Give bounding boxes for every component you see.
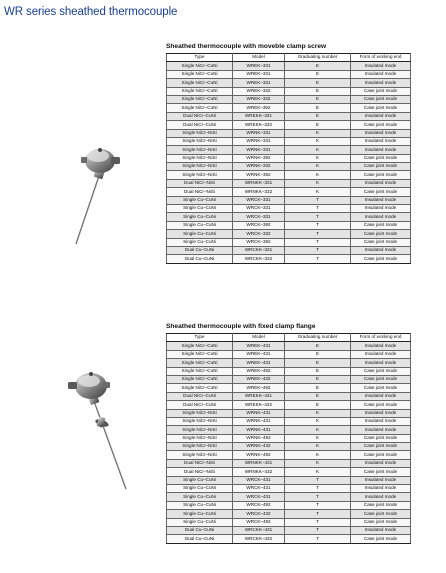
cell-type: Dual NiCr–CuNi — [167, 401, 233, 409]
cell-model: WRCK–331 — [233, 196, 285, 204]
cell-type: Dual NiCr–NiSi — [167, 188, 233, 196]
cell-type: Single NiCr–NiSi — [167, 154, 233, 162]
cell-model: WREKK–431 — [233, 392, 285, 400]
cell-type: Dual NiCr–NiSi — [167, 179, 233, 187]
cell-type: Single Cu–CuNi — [167, 485, 233, 493]
cell-model: WREK–492 — [233, 384, 285, 392]
table-row — [167, 367, 411, 375]
table-row — [167, 493, 411, 501]
cell-graduating-number: T — [285, 510, 351, 518]
cell-working-end: Case joint mode — [351, 255, 411, 263]
cell-model: WRCK–431 — [233, 493, 285, 501]
table-row — [167, 179, 411, 187]
cell-working-end: Case joint mode — [351, 384, 411, 392]
cell-model: WRCK–492 — [233, 518, 285, 526]
column-header-type: Type — [167, 334, 233, 342]
table-row — [167, 70, 411, 78]
cell-graduating-number: T — [285, 213, 351, 221]
cell-graduating-number: K — [285, 129, 351, 137]
section-title-clamp-flange: Sheathed thermocouple with fixed clamp flange — [166, 323, 316, 330]
cell-working-end: Case joint mode — [351, 468, 411, 476]
cell-working-end: Case joint mode — [351, 434, 411, 442]
cell-model: WRNK–392 — [233, 171, 285, 179]
cell-type: Single NiCr–NiSi — [167, 451, 233, 459]
cell-graduating-number: K — [285, 146, 351, 154]
table-row — [167, 518, 411, 526]
cell-model: WRCKK–331 — [233, 246, 285, 254]
cell-model: WRCK–331 — [233, 205, 285, 213]
cell-working-end: Insulated mode — [351, 485, 411, 493]
table-row — [167, 196, 411, 204]
cell-graduating-number: T — [285, 476, 351, 484]
cell-model: WRNKK–431 — [233, 459, 285, 467]
cell-type: Single NiCr–CuNi — [167, 70, 233, 78]
cell-graduating-number: T — [285, 255, 351, 263]
cell-graduating-number: E — [285, 375, 351, 383]
cell-type: Dual Cu–CuNi — [167, 526, 233, 534]
cell-model: WREKK–432 — [233, 401, 285, 409]
cell-model: WRCK–392 — [233, 238, 285, 246]
column-header-graduating-number: Graduating number — [285, 54, 351, 62]
table-row — [167, 95, 411, 103]
cell-working-end: Case joint mode — [351, 510, 411, 518]
cell-model: WREK–331 — [233, 70, 285, 78]
table-row — [167, 359, 411, 367]
table-row — [167, 384, 411, 392]
cell-graduating-number: K — [285, 179, 351, 187]
table-row — [167, 230, 411, 238]
cell-type: Single NiCr–NiSi — [167, 409, 233, 417]
cell-working-end: Insulated mode — [351, 129, 411, 137]
cell-working-end: Insulated mode — [351, 350, 411, 358]
cell-type: Single NiCr–NiSi — [167, 137, 233, 145]
table-row — [167, 459, 411, 467]
table-row — [167, 342, 411, 350]
cell-working-end: Insulated mode — [351, 213, 411, 221]
cell-type: Dual Cu–CuNi — [167, 255, 233, 263]
cell-working-end: Case joint mode — [351, 535, 411, 543]
cell-type: Single Cu–CuNi — [167, 510, 233, 518]
cell-graduating-number: K — [285, 426, 351, 434]
cell-type: Single NiCr–CuNi — [167, 104, 233, 112]
column-header-graduating-number: Graduating number — [285, 334, 351, 342]
cell-graduating-number: K — [285, 171, 351, 179]
cell-working-end: Case joint mode — [351, 401, 411, 409]
cell-type: Single NiCr–NiSi — [167, 171, 233, 179]
column-header-working-end: Form of working end — [351, 54, 411, 62]
cell-type: Single NiCr–CuNi — [167, 342, 233, 350]
page-title: WR series sheathed thermocouple — [4, 6, 178, 18]
table-row — [167, 246, 411, 254]
cell-graduating-number: T — [285, 205, 351, 213]
table-row — [167, 79, 411, 87]
cell-working-end: Case joint mode — [351, 163, 411, 171]
cell-type: Single NiCr–CuNi — [167, 350, 233, 358]
cell-working-end: Case joint mode — [351, 443, 411, 451]
cell-working-end: Case joint mode — [351, 188, 411, 196]
cell-working-end: Case joint mode — [351, 230, 411, 238]
section-title-clamp-screw: Sheathed thermocouple with moveble clamp screw — [166, 43, 327, 50]
cell-model: WREK–492 — [233, 367, 285, 375]
table-row — [167, 112, 411, 120]
cell-type: Dual Cu–CuNi — [167, 246, 233, 254]
cell-type: Single Cu–CuNi — [167, 196, 233, 204]
cell-graduating-number: K — [285, 459, 351, 467]
cell-type: Single Cu–CuNi — [167, 518, 233, 526]
cell-type: Single NiCr–NiSi — [167, 426, 233, 434]
cell-working-end: Insulated mode — [351, 392, 411, 400]
table-row — [167, 255, 411, 263]
cell-working-end: Insulated mode — [351, 196, 411, 204]
cell-working-end: Insulated mode — [351, 459, 411, 467]
cell-working-end: Case joint mode — [351, 238, 411, 246]
table-row — [167, 526, 411, 534]
table-row — [167, 137, 411, 145]
table-row — [167, 163, 411, 171]
cell-model: WRCK–392 — [233, 221, 285, 229]
cell-working-end: Insulated mode — [351, 79, 411, 87]
cell-graduating-number: T — [285, 246, 351, 254]
cell-graduating-number: T — [285, 501, 351, 509]
cell-type: Single NiCr–NiSi — [167, 434, 233, 442]
cell-model: WREK–331 — [233, 62, 285, 70]
cell-model: WREK–431 — [233, 359, 285, 367]
cell-working-end: Insulated mode — [351, 476, 411, 484]
table-row — [167, 485, 411, 493]
cell-graduating-number: E — [285, 112, 351, 120]
cell-graduating-number: E — [285, 359, 351, 367]
table-row — [167, 401, 411, 409]
cell-graduating-number: K — [285, 434, 351, 442]
table-row — [167, 434, 411, 442]
cell-type: Dual NiCr–NiSi — [167, 459, 233, 467]
table-row — [167, 501, 411, 509]
cell-type: Single NiCr–CuNi — [167, 359, 233, 367]
table-row — [167, 221, 411, 229]
cell-graduating-number: K — [285, 163, 351, 171]
cell-type: Single NiCr–NiSi — [167, 146, 233, 154]
table-row — [167, 476, 411, 484]
cell-working-end: Insulated mode — [351, 426, 411, 434]
cell-working-end: Insulated mode — [351, 493, 411, 501]
cell-graduating-number: K — [285, 468, 351, 476]
cell-working-end: Case joint mode — [351, 171, 411, 179]
cell-type: Single NiCr–NiSi — [167, 163, 233, 171]
table-row — [167, 535, 411, 543]
cell-graduating-number: E — [285, 342, 351, 350]
cell-model: WRNK–392 — [233, 154, 285, 162]
cell-model: WREK–332 — [233, 95, 285, 103]
cell-graduating-number: T — [285, 493, 351, 501]
cell-type: Single NiCr–NiSi — [167, 417, 233, 425]
clamp-flange-table — [166, 333, 411, 544]
cell-type: Single NiCr–CuNi — [167, 375, 233, 383]
cell-graduating-number: E — [285, 384, 351, 392]
cell-model: WREK–332 — [233, 87, 285, 95]
cell-model: WRNK–331 — [233, 146, 285, 154]
cell-type: Single NiCr–CuNi — [167, 95, 233, 103]
cell-graduating-number: K — [285, 443, 351, 451]
cell-graduating-number: E — [285, 367, 351, 375]
cell-working-end: Insulated mode — [351, 112, 411, 120]
cell-model: WRNKK–331 — [233, 179, 285, 187]
cell-working-end: Insulated mode — [351, 417, 411, 425]
cell-working-end: Case joint mode — [351, 375, 411, 383]
cell-working-end: Insulated mode — [351, 526, 411, 534]
cell-model: WRNK–332 — [233, 163, 285, 171]
table-row — [167, 392, 411, 400]
table-row — [167, 443, 411, 451]
cell-working-end: Insulated mode — [351, 137, 411, 145]
cell-type: Single NiCr–CuNi — [167, 367, 233, 375]
cell-graduating-number: K — [285, 137, 351, 145]
column-header-working-end: Form of working end — [351, 334, 411, 342]
cell-type: Single Cu–CuNi — [167, 238, 233, 246]
cell-graduating-number: K — [285, 188, 351, 196]
cell-graduating-number: E — [285, 104, 351, 112]
cell-type: Single Cu–CuNi — [167, 205, 233, 213]
cell-model: WRCK–332 — [233, 230, 285, 238]
cell-model: WRCK–432 — [233, 510, 285, 518]
column-header-model: Model — [233, 54, 285, 62]
cell-model: WRNK–431 — [233, 417, 285, 425]
cell-graduating-number: K — [285, 409, 351, 417]
cell-working-end: Insulated mode — [351, 146, 411, 154]
cell-model: WREK–432 — [233, 375, 285, 383]
cell-model: WRCK–331 — [233, 213, 285, 221]
cell-model: WRCK–431 — [233, 476, 285, 484]
table-row — [167, 426, 411, 434]
cell-type: Dual NiCr–NiSi — [167, 468, 233, 476]
cell-model: WRCK–431 — [233, 485, 285, 493]
table-row — [167, 468, 411, 476]
cell-graduating-number: T — [285, 221, 351, 229]
cell-working-end: Case joint mode — [351, 451, 411, 459]
cell-model: WRNKK–332 — [233, 188, 285, 196]
cell-model: WREK–392 — [233, 104, 285, 112]
table-row — [167, 171, 411, 179]
table-row — [167, 104, 411, 112]
cell-working-end: Case joint mode — [351, 221, 411, 229]
cell-model: WRNKK–432 — [233, 468, 285, 476]
cell-working-end: Insulated mode — [351, 179, 411, 187]
cell-graduating-number: T — [285, 238, 351, 246]
cell-type: Single Cu–CuNi — [167, 213, 233, 221]
table-row — [167, 129, 411, 137]
cell-graduating-number: E — [285, 392, 351, 400]
cell-graduating-number: E — [285, 62, 351, 70]
cell-working-end: Insulated mode — [351, 409, 411, 417]
cell-graduating-number: T — [285, 485, 351, 493]
table-row — [167, 154, 411, 162]
cell-working-end: Case joint mode — [351, 518, 411, 526]
table-row — [167, 417, 411, 425]
table-row — [167, 87, 411, 95]
column-header-type: Type — [167, 54, 233, 62]
cell-graduating-number: E — [285, 121, 351, 129]
cell-graduating-number: T — [285, 535, 351, 543]
table-row — [167, 62, 411, 70]
cell-working-end: Insulated mode — [351, 246, 411, 254]
table-row — [167, 188, 411, 196]
cell-type: Single NiCr–CuNi — [167, 62, 233, 70]
table-row — [167, 375, 411, 383]
cell-graduating-number: E — [285, 70, 351, 78]
thermocouple-clamp-screw-image — [70, 143, 126, 247]
cell-working-end: Insulated mode — [351, 359, 411, 367]
cell-graduating-number: E — [285, 95, 351, 103]
cell-model: WRCKK–432 — [233, 535, 285, 543]
cell-model: WRNK–431 — [233, 426, 285, 434]
cell-graduating-number: E — [285, 350, 351, 358]
cell-working-end: Case joint mode — [351, 104, 411, 112]
cell-model: WRNK–331 — [233, 137, 285, 145]
cell-graduating-number: K — [285, 451, 351, 459]
cell-type: Single NiCr–CuNi — [167, 384, 233, 392]
cell-model: WRCKK–332 — [233, 255, 285, 263]
cell-graduating-number: E — [285, 401, 351, 409]
cell-graduating-number: K — [285, 154, 351, 162]
cell-model: WRCKK–431 — [233, 526, 285, 534]
cell-working-end: Insulated mode — [351, 205, 411, 213]
cell-type: Single Cu–CuNi — [167, 493, 233, 501]
cell-working-end: Insulated mode — [351, 70, 411, 78]
cell-type: Single NiCr–NiSi — [167, 129, 233, 137]
cell-model: WREKK–332 — [233, 121, 285, 129]
table-row — [167, 146, 411, 154]
cell-graduating-number: T — [285, 518, 351, 526]
cell-model: WREK–431 — [233, 350, 285, 358]
cell-working-end: Case joint mode — [351, 367, 411, 375]
cell-type: Single Cu–CuNi — [167, 230, 233, 238]
cell-type: Dual Cu–CuNi — [167, 535, 233, 543]
cell-working-end: Insulated mode — [351, 62, 411, 70]
cell-model: WRNK–492 — [233, 434, 285, 442]
cell-working-end: Insulated mode — [351, 342, 411, 350]
table-row — [167, 350, 411, 358]
cell-model: WRNK–331 — [233, 129, 285, 137]
clamp-screw-table — [166, 53, 411, 264]
table-row — [167, 205, 411, 213]
cell-model: WRNK–492 — [233, 451, 285, 459]
table-row — [167, 409, 411, 417]
cell-graduating-number: T — [285, 196, 351, 204]
table-header-row — [167, 54, 411, 62]
cell-type: Single Cu–CuNi — [167, 221, 233, 229]
cell-type: Single Cu–CuNi — [167, 476, 233, 484]
cell-type: Dual NiCr–CuNi — [167, 392, 233, 400]
cell-model: WREKK–331 — [233, 112, 285, 120]
cell-type: Single Cu–CuNi — [167, 501, 233, 509]
table-row — [167, 213, 411, 221]
cell-working-end: Case joint mode — [351, 501, 411, 509]
cell-graduating-number: E — [285, 87, 351, 95]
cell-model: WRCK–492 — [233, 501, 285, 509]
table-row — [167, 121, 411, 129]
cell-working-end: Case joint mode — [351, 154, 411, 162]
cell-type: Dual NiCr–CuNi — [167, 121, 233, 129]
cell-graduating-number: T — [285, 526, 351, 534]
cell-graduating-number: T — [285, 230, 351, 238]
cell-type: Single NiCr–NiSi — [167, 443, 233, 451]
cell-working-end: Case joint mode — [351, 95, 411, 103]
cell-graduating-number: K — [285, 417, 351, 425]
cell-type: Dual NiCr–CuNi — [167, 112, 233, 120]
table-header-row — [167, 334, 411, 342]
table-row — [167, 451, 411, 459]
cell-graduating-number: E — [285, 79, 351, 87]
cell-model: WRNK–431 — [233, 409, 285, 417]
cell-model: WREK–331 — [233, 79, 285, 87]
table-row — [167, 238, 411, 246]
cell-model: WRNK–432 — [233, 443, 285, 451]
cell-type: Single NiCr–CuNi — [167, 79, 233, 87]
cell-working-end: Case joint mode — [351, 87, 411, 95]
thermocouple-clamp-flange-image — [62, 367, 132, 493]
cell-working-end: Case joint mode — [351, 121, 411, 129]
table-row — [167, 510, 411, 518]
column-header-model: Model — [233, 334, 285, 342]
cell-model: WREK–431 — [233, 342, 285, 350]
cell-type: Single NiCr–CuNi — [167, 87, 233, 95]
